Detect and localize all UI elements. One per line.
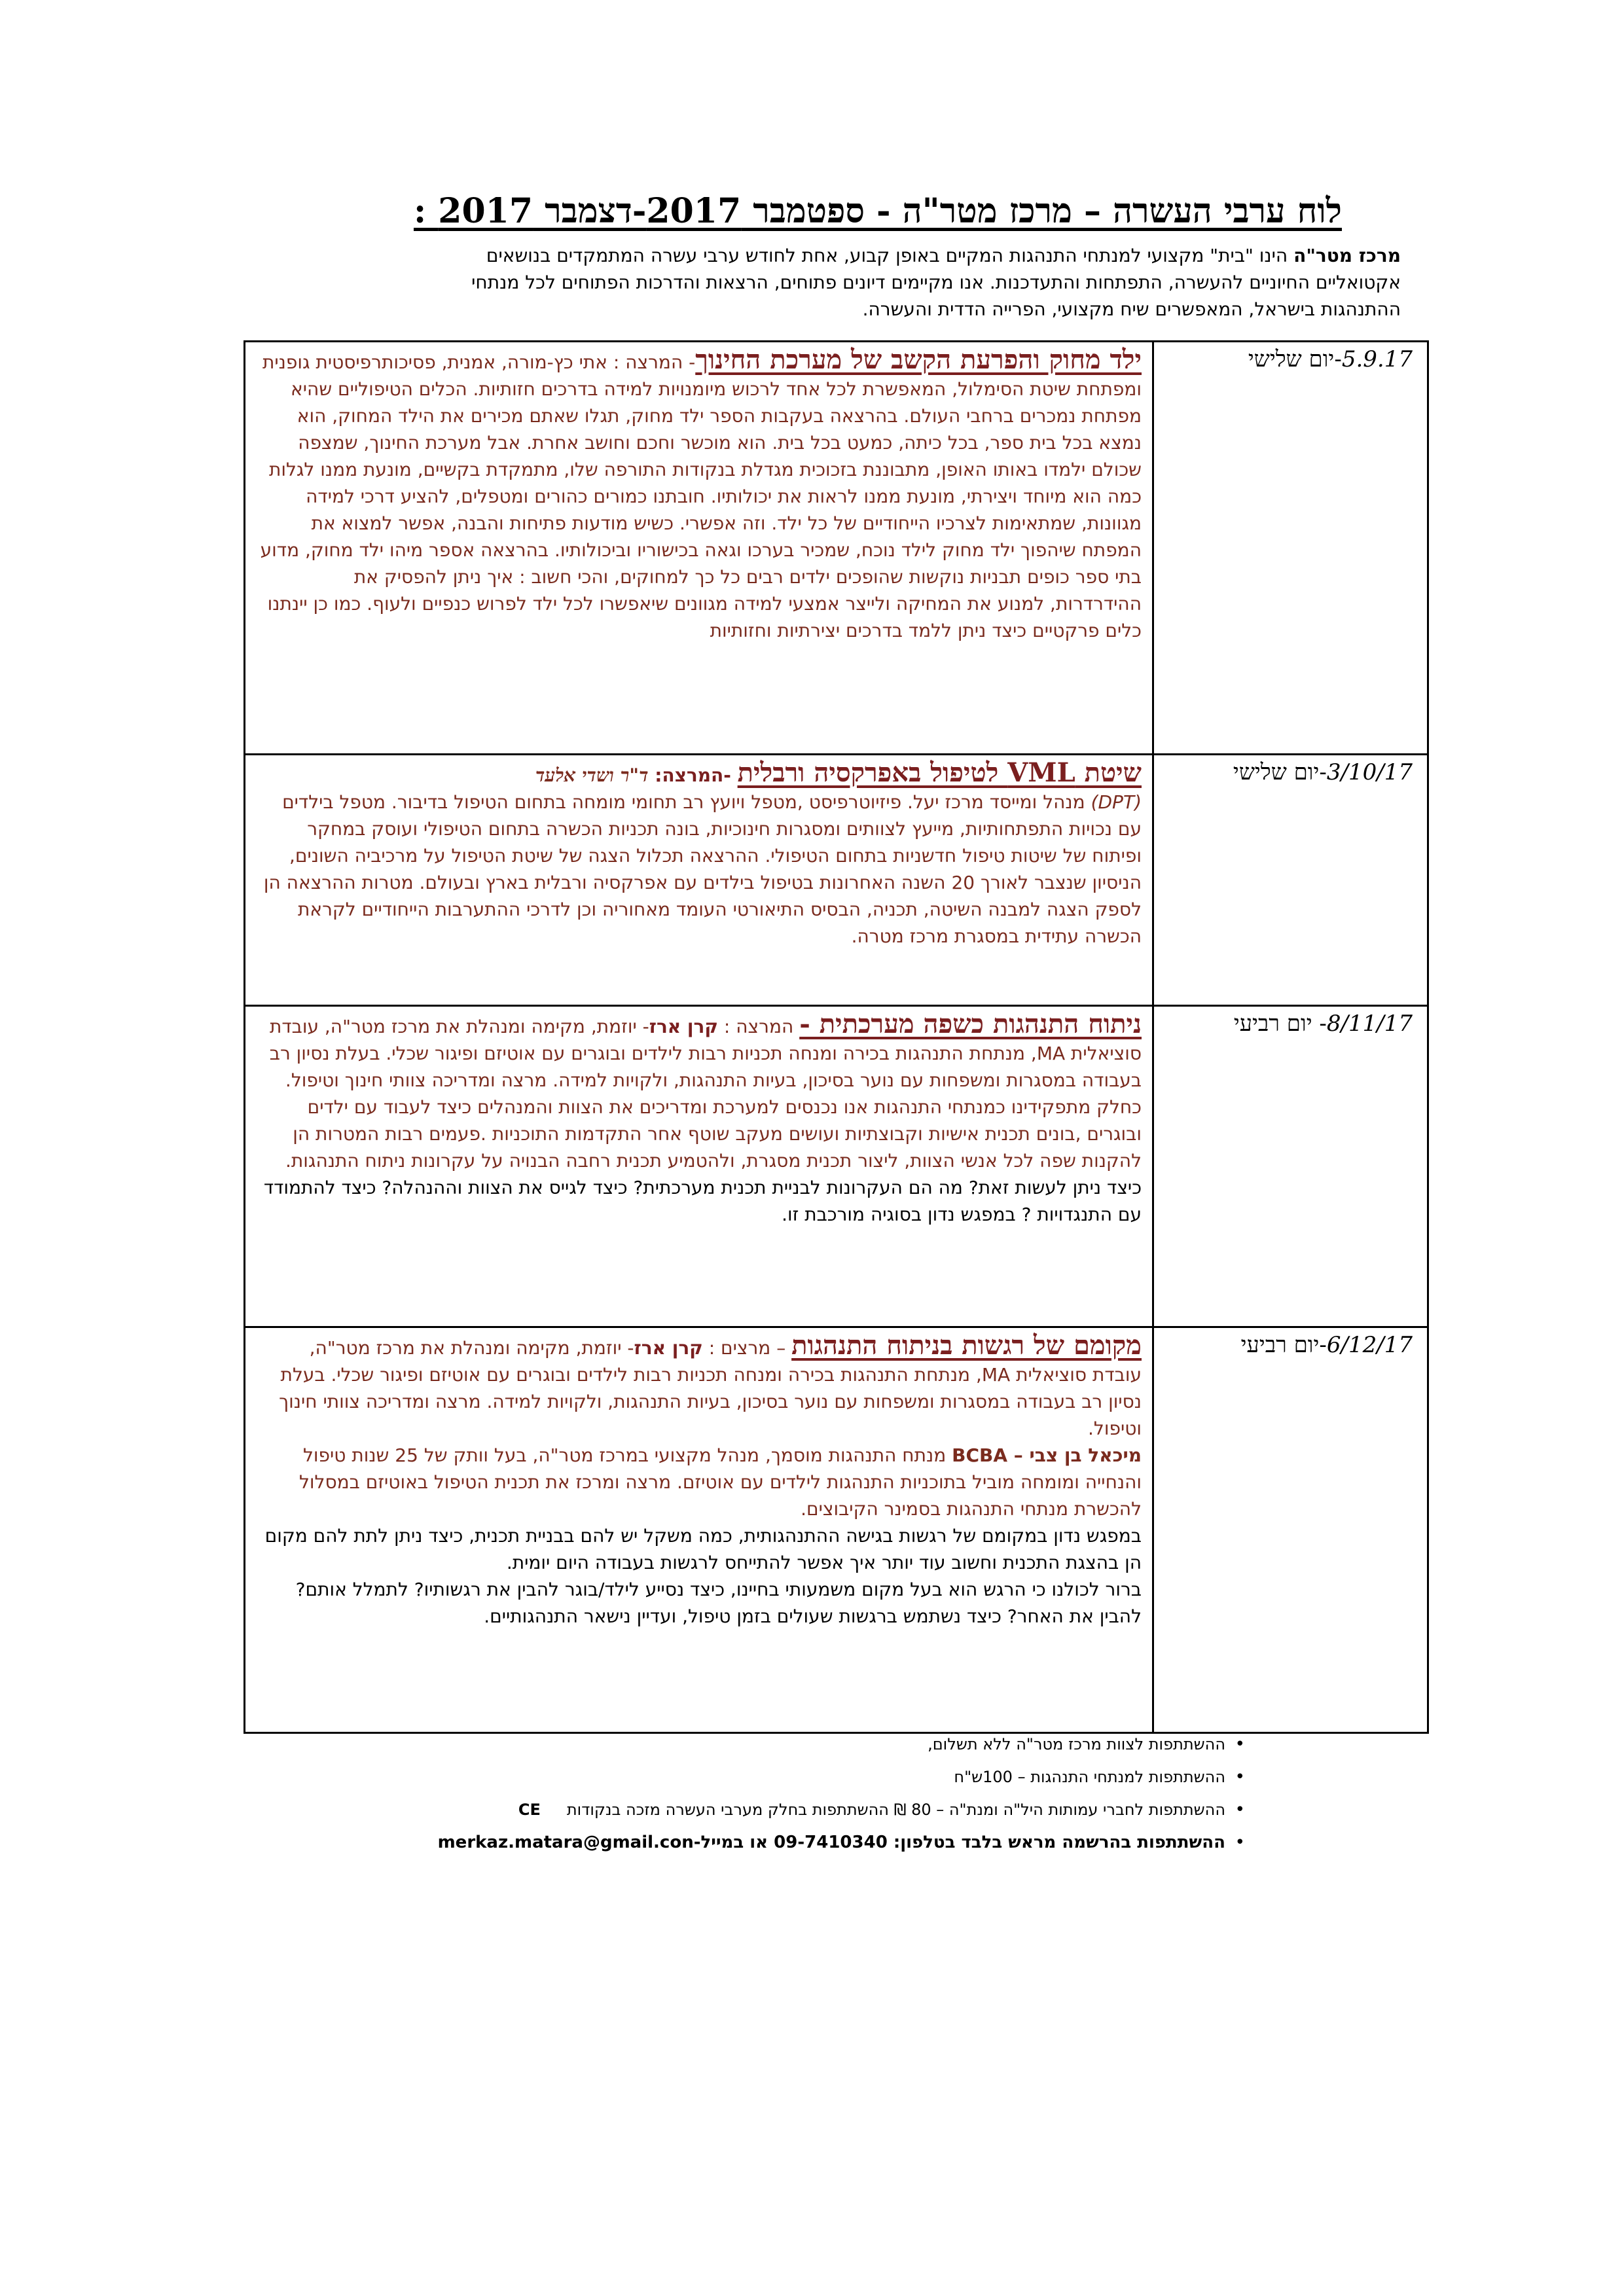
bullet-icon: • — [1235, 1734, 1245, 1754]
date-cell — [1153, 1006, 1428, 1327]
ce-label: CE — [518, 1801, 541, 1819]
date-cell — [1153, 1327, 1428, 1733]
event-heading: מקומם של רגשות בניתוח התנהגות — [791, 1330, 1142, 1361]
table-row — [245, 755, 1428, 1006]
event-heading: ילד מחוק והפרעת הקשב של מערכת החינוך — [695, 344, 1142, 375]
table-row — [245, 1327, 1428, 1733]
bullet-icon: • — [1235, 1833, 1245, 1852]
lecturer-name: קרן ארז — [649, 1016, 719, 1037]
lecturer-name: ד"ר ושדי אלעד — [535, 764, 649, 786]
intro-text: הינו "בית" מקצועי למנתחי התנהגות המקיים באופן קבוע, אחת לחודש ערבי עשרה המתמקדים בנושאים אקטואליים החיוניים להעשרה, התפתחות והתעדכנות. אנו מקיימים דיונים פתוחים, הרצאות והדרכות הפתוחים לכל מנתחי ההתנהגות בישראל, המאפשרים שיח מקצועי, הפרייה הדדית והעשרה. — [471, 245, 1401, 320]
event-description-2: במפגש נדון במקומם של רגשות בגישה ההתנהגותית, כמה משקל יש להם בבניית תכנית, כיצד ניתן לתת להם מקום הן בהצגת התכנית וחשוב עוד יותר איך אפשר להתייחס לרגשות בעבודה היום יומית. — [264, 1525, 1142, 1573]
event-date: 6/12/17-יום רביעי — [1240, 1332, 1413, 1358]
event-date: 5.9.17-יום שלישי — [1248, 346, 1413, 372]
date-cell — [1153, 755, 1428, 1006]
bullet-icon: • — [1235, 1800, 1245, 1820]
event-content — [245, 755, 1153, 1006]
event-content — [245, 1006, 1153, 1327]
schedule-table — [244, 340, 1429, 1734]
list-item: • ההשתתפות בהרשמה מראש בלבד בטלפון: 09-7410340 או במייל-merkaz.matara@gmail.con — [244, 1826, 1225, 1859]
contact-email[interactable]: merkaz.matara@gmail.con — [437, 1833, 694, 1852]
second-lecturer-name: מיכאל בן צבי – BCBA — [952, 1444, 1142, 1466]
list-item: • ההשתתפות לצוות מרכז מטר"ה ללא תשלום, — [244, 1728, 1225, 1761]
lecturer-credential: (DPT) — [1091, 791, 1142, 813]
event-description: את מרכז מטר"ה, עובדת סוציאלית MA, מנתחת התנהגות בכירה ומנחה תכניות רבות לילדים ובוגרים עם אוטיזם ופיגור שכלי. בעלת נסיון רב בעבודה במסגרות ומשפחות עם נוער בסיכון, בעיות התנהגות, ולקויות למידה. מרצה ומדריכה צוותי חינוך וטיפול. כחלק מתפקידינו כמנתחי התנהגות אנו נכנסים למערכת ומדריכים את הצוות והמנהלים כיצד לעבוד עם ילדים ובוגרים ,בונים תכנית אישיות וקבוצתיות ועושים מעקב שוטף אחר התקדמות התוכניות .פעמים רבות המטרות הן להקנות שפה לכל אנשי הצוות, ליצור תכנית מסגרת, ולהטמיע תכנית רחבה הבנויה על עקרונות ניתוח התנהגות. — [269, 1016, 1142, 1172]
event-description: ומנהלת את מרכז מטר"ה, עובדת סוציאלית MA, מנתחת התנהגות בכירה ומנחה תכניות רבות לילדים ובוגרים עם אוטיזם ופיגור שכלי. בעלת נסיון רב בעבודה במסגרות ומשפחות עם נוער בסיכון, בעיות התנהגות, ולקויות למידה. מרצה ומדריכה צוותי חינוך וטיפול. — [279, 1337, 1142, 1439]
list-item: • ההשתתפות לחברי עמותות היל"ה ומנת"ה – 80 ₪ ההשתתפות בחלק מערבי העשרה מזכה בנקודותCE — [244, 1793, 1225, 1826]
page-title: לוח ערבי העשרה – מרכז מטר"ה - ספטמבר 2017-דצמבר 2017 : — [413, 191, 1342, 231]
event-heading: שיטת VML לטיפול באפרקסיה ורבלית — [737, 757, 1142, 788]
table-row — [245, 1006, 1428, 1327]
event-date: 8/11/17- יום רביעי — [1233, 1011, 1413, 1037]
lecturer-name: אתי כץ-מורה, — [501, 351, 607, 373]
lecturer-label: – מרצים : — [702, 1337, 792, 1359]
footnote-list — [244, 1728, 1245, 1859]
table-row — [245, 342, 1428, 755]
lecturer-label: - המרצה : — [607, 351, 696, 373]
bullet-icon: • — [1235, 1767, 1245, 1787]
lecturer-role: - יוזמת, מקימה — [516, 1337, 634, 1359]
second-lecturer-bio: מנתח התנהגות מוסמך, מנהל מקצועי במרכז מטר"ה, בעל וותק של 25 שנות טיפול והנחייה ומומחה מוביל בתוכניות התנהגות לילדים עם אוטיזם. מרצה ומרכז את תכנית הטיפול באוטיזם במסלול להכשרת מנתחי התנהגות בסמינר הקיבוצים. — [299, 1444, 1142, 1520]
event-description: אמנית, פסיכותרפיסטית גופנית ומפתחת שיטת הסימלול, המאפשרת לכל אחד לרכוש מיומנויות למידה בדרכים חזותיות. הכלים הטיפוליים שהיא מפתחת נמכרים ברחבי העולם. בהרצאה בעקבות הספר ילד מחוק, תגלו שאתם מכירים את הילד המחוק, הוא נמצא בכל בית ספר, בכל כיתה, כמעט בכל בית. הוא מוכשר וחכם וחושב אחרת. אבל מערכת החינוך, שמצפה שכולם ילמדו באותו האופן, מתבוננת בזכוכית מגדלת בנקודות התורפה שלו, מתמקדת בקשיים, מונעת ממנו לגלות כמה הוא מיוחד ויצירתי, מונעת ממנו לראות את יכולותיו. חובתנו כמורים כהורים ומטפלים, להציע דרכי למידה מגוונות, שמתאימות לצרכיו הייחודיים של כל ילד. וזה אפשרי. כשיש מודעות פתיחות והבנה, אפשר למצוא את המפתח שיהפוך ילד מחוק לילד נוכח, שמכיר בערכו וגאה בכישוריו וביכולותיו. בהרצאה אספר מיהו ילד מחוק, מדוע בתי ספר כופים תבניות נוקשות שהופכים ילדים רבים כל כך למחוקים, והכי חשוב : איך ניתן להפסיק את ההידרדרות, למנוע את המחיקה ולייצר אמצעי למידה מגוונים שיאפשרו לכל ילד לפרוש כנפיים ולעוף. כמו כן יינתנו כלים פרקטיים כיצד ניתן ללמד בדרכים יצירתיות וחזותיות — [260, 351, 1142, 641]
event-description-3: ברור לכולנו כי הרגש הוא בעל מקום משמעותי בחיינו, כיצד נסייע לילד/בוגר להבין את רגשותיו? לתמלל אותם? להבין את האחר? כיצד נשתמש ברגשות שעולים בזמן טיפול, ועדיין נישאר התנהגותיים. — [295, 1579, 1142, 1627]
event-description: מנהל ומייסד מרכז יעל. פיזיוטרפיסט ,מטפל ויועץ רב תחומי מומחה בתחום הטיפול בדיבור. מטפל בילדים עם נכויות התפתחותיות, מייעץ לצוותים ומסגרות חינוכיות, בונה תכניות הכשרה בתחום הטיפולי ועוסק במחקר ופיתוח של שיטות טיפול חדשניות בתחום הטיפולי. ההרצאה תכלול הצגה של שיטת הטיפול על מרכיביה השונים, הניסיון שנצבר לאורך 20 השנה האחרונות בטיפול בילדים עם אפרקסיה ורבלית בארץ ובעולם. מטרות ההרצאה הן לספק הצגה למבנה השיטה, תכניה, הבסיס התיאורטי העומד מאחוריה וכן לדרכי ההתערבות הייחודיים לקראת הכשרה עתידית במסגרת מרכז מטרה. — [263, 791, 1142, 947]
lecturer-label: -המרצה: — [648, 764, 738, 786]
lecturer-name: קרן ארז — [634, 1337, 703, 1359]
date-cell — [1153, 342, 1428, 755]
event-heading: ניתוח התנהגות כשפה מערכתית - — [799, 1009, 1142, 1039]
event-questions: כיצד ניתן לעשות זאת? מה הם העקרונות לבניית תכנית מערכתית? כיצד לגייס את הצוות וההנהלה? כיצד להתמודד עם התנגדויות ? במפגש נדון בסוגיה מורכבת זו. — [263, 1177, 1142, 1225]
lecturer-role: - יוזמת, מקימה ומנהלת — [466, 1016, 649, 1037]
org-name: מרכז מטר"ה — [1293, 245, 1401, 266]
event-date: 3/10/17-יום שלישי — [1233, 759, 1413, 785]
event-content — [245, 342, 1153, 755]
list-item: • ההשתתפות למנתחי התנהגות – 100ש"ח — [244, 1761, 1225, 1793]
event-content — [245, 1327, 1153, 1733]
intro-paragraph — [458, 242, 1401, 323]
lecturer-label: המרצה : — [718, 1016, 800, 1037]
